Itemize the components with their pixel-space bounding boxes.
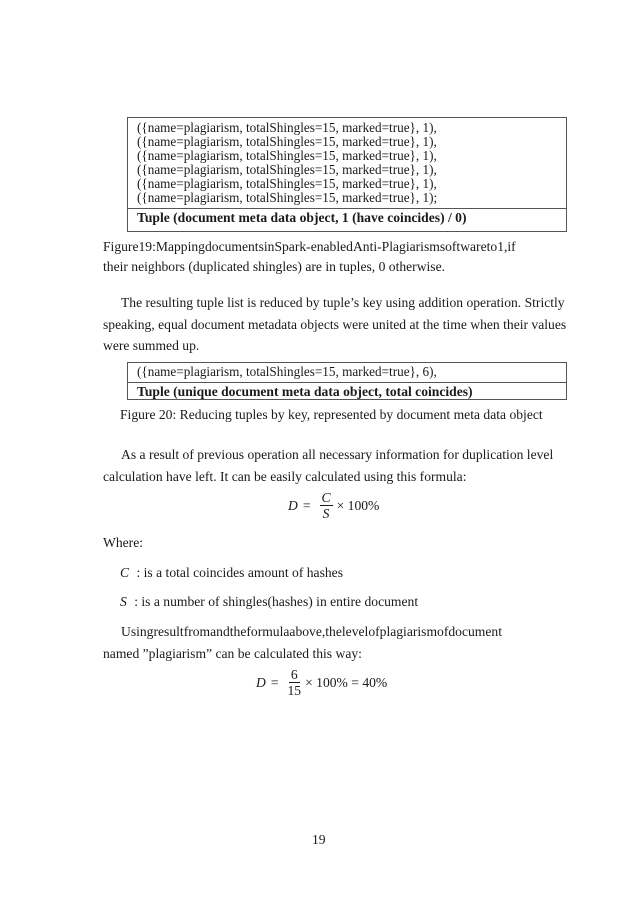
formula-numerator: 6 xyxy=(290,667,298,682)
formula-lhs: D xyxy=(288,498,298,513)
paragraph-line: speaking, equal document metadata objects were united at the time when their values xyxy=(103,316,567,332)
definition-s-text: : is a number of shingles(hashes) in entire document xyxy=(134,594,419,609)
paragraph-line: calculation have left. It can be easily calculated using this formula: xyxy=(103,468,467,484)
formula-fraction xyxy=(288,668,302,698)
figure-19-row: ({name=plagiarism, totalShingles=15, marked=true}, 1); xyxy=(137,190,438,205)
formula-equals: = xyxy=(270,675,279,690)
figure-19-caption-line: Figure19:MappingdocumentsinSpark-enabledAnti-Plagiarismsoftwareto1,if xyxy=(103,239,516,254)
formula-equals: = xyxy=(302,498,311,513)
paragraph-line: Usingresultfromandtheformulaabove,thelevelofplagiarismofdocument xyxy=(121,624,502,639)
formula-result xyxy=(256,668,387,698)
definition-s-var: S xyxy=(120,594,127,609)
definition-c-var: C xyxy=(120,565,130,580)
definition-s xyxy=(120,594,418,610)
paragraph-result xyxy=(103,444,567,487)
figure-19-caption xyxy=(103,237,567,277)
figure-19-row: ({name=plagiarism, totalShingles=15, marked=true}, 1), xyxy=(137,134,437,149)
figure-20-caption: Figure 20: Reducing tuples by key, represented by document meta data object xyxy=(120,407,543,422)
paragraph-line: were summed up. xyxy=(103,338,200,353)
formula-duplication xyxy=(288,491,379,521)
page-number: 19 xyxy=(312,832,326,847)
where-label: Where: xyxy=(103,535,143,550)
figure-19-box xyxy=(127,117,567,232)
figure-20-header: Tuple (unique document meta data object, total coincides) xyxy=(128,382,566,400)
figure-20-row: ({name=plagiarism, totalShingles=15, marked=true}, 6), xyxy=(137,364,437,379)
figure-19-caption-line: their neighbors (duplicated shingles) are in tuples, 0 otherwise. xyxy=(103,259,446,274)
figure-19-row: ({name=plagiarism, totalShingles=15, marked=true}, 1), xyxy=(137,120,437,135)
paragraph-line: As a result of previous operation all necessary information for duplication level xyxy=(121,447,554,462)
formula-fraction xyxy=(320,491,333,521)
figure-19-header: Tuple (document meta data object, 1 (have coincides) / 0) xyxy=(128,208,566,226)
definition-c xyxy=(120,565,343,581)
definition-c-text: : is a total coincides amount of hashes xyxy=(136,565,343,580)
formula-rhs: × 100% xyxy=(336,498,380,513)
figure-19-row: ({name=plagiarism, totalShingles=15, marked=true}, 1), xyxy=(137,148,437,163)
formula-numerator: C xyxy=(321,490,331,505)
figure-19-row: ({name=plagiarism, totalShingles=15, marked=true}, 1), xyxy=(137,176,437,191)
paragraph-using xyxy=(103,621,567,664)
figure-19-row: ({name=plagiarism, totalShingles=15, marked=true}, 1), xyxy=(137,162,437,177)
paragraph-line: named ”plagiarism” can be calculated this way: xyxy=(103,645,362,661)
formula-rhs: × 100% = 40% xyxy=(305,675,388,690)
figure-20-box xyxy=(127,362,567,400)
formula-denominator: S xyxy=(322,506,330,521)
formula-lhs: D xyxy=(256,675,266,690)
paragraph-reduce xyxy=(103,292,567,357)
paragraph-line: The resulting tuple list is reduced by tuple’s key using addition operation. Strictly xyxy=(121,295,565,310)
formula-denominator: 15 xyxy=(287,683,302,698)
